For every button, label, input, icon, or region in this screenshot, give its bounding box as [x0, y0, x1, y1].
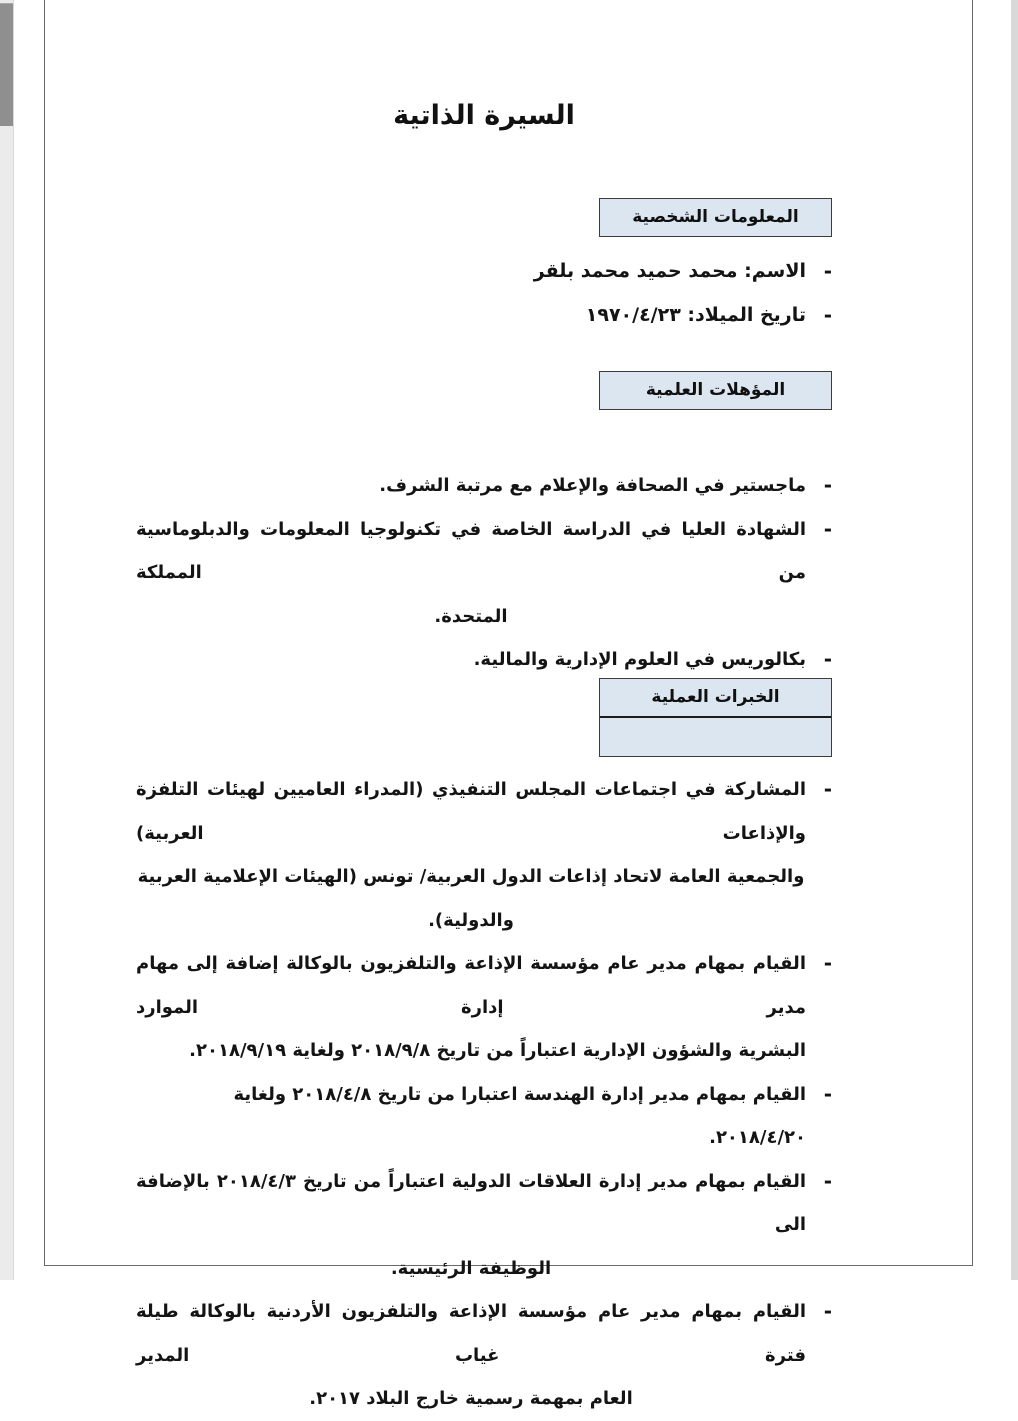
- bullet-item: [136, 942, 832, 1073]
- section-header-personal-info: [599, 198, 832, 237]
- bullet-text-line: البشرية والشؤون الإدارية اعتباراً من تاريخ ٢٠١٨/٩/٨ ولغاية ٢٠١٨/٩/١٩.: [189, 1040, 806, 1061]
- section-header-qualifications: [599, 371, 832, 410]
- bullet-item: [136, 464, 832, 508]
- bullet-item: [136, 1290, 832, 1421]
- bullet-dash-icon: -: [823, 1081, 832, 1106]
- bullet-item: [136, 1073, 832, 1160]
- bullet-dash-icon: -: [823, 259, 832, 283]
- bullet-text-line: الوظيفة الرئيسية.: [390, 1257, 552, 1279]
- section-title-personal-info: المعلومات الشخصية: [632, 207, 799, 227]
- cv-content: [136, 0, 832, 1409]
- bullet-dash-icon: -: [823, 473, 832, 497]
- section-title-work-experience: الخبرات العملية: [600, 679, 831, 718]
- bullet-text-line: بكالوريس في العلوم الإدارية والمالية.: [473, 649, 806, 670]
- section-header-work-experience: [599, 678, 832, 757]
- bullet-dash-icon: -: [823, 951, 832, 975]
- bullet-item: [136, 508, 832, 639]
- bullet-dash-icon: -: [823, 516, 832, 541]
- bullet-dash-icon: -: [823, 302, 832, 327]
- window-right-edge: [1011, 0, 1018, 1280]
- bullet-item: [136, 250, 832, 294]
- bullet-dash-icon: -: [823, 1168, 832, 1193]
- vertical-scrollbar-thumb[interactable]: [0, 3, 13, 126]
- bullet-dash-icon: -: [823, 1299, 832, 1323]
- page-title: السيرة الذاتية: [393, 100, 575, 131]
- bullet-text-line: الاسم: محمد حميد محمد بلقر: [533, 260, 806, 282]
- bullet-dash-icon: -: [823, 777, 832, 801]
- work-experience-list: [136, 768, 832, 1421]
- bullet-text-line: القيام بمهام مدير عام مؤسسة الإذاعة والتلفزيون الأردنية بالوكالة طيلة فترة غياب المدير: [136, 1301, 806, 1366]
- bullet-text-line: الشهادة العليا في الدراسة الخاصة في تكنولوجيا المعلومات والدبلوماسية من المملكة: [136, 518, 806, 583]
- bullet-text-line: المتحدة.: [434, 605, 508, 627]
- personal-info-list: [136, 250, 832, 337]
- bullet-text-line: تاريخ الميلاد: ١٩٧٠/٤/٢٣: [585, 303, 806, 326]
- bullet-item: [136, 1160, 832, 1291]
- bullet-text-line: العام بمهمة رسمية خارج البلاد ٢٠١٧.: [309, 1388, 633, 1409]
- section-title-qualifications: المؤهلات العلمية: [645, 380, 786, 400]
- bullet-item: [136, 638, 832, 682]
- bullet-text-line: القيام بمهام مدير إدارة العلاقات الدولية اعتباراً من تاريخ ٢٠١٨/٤/٣ بالإضافة الى: [136, 1170, 807, 1235]
- bullet-text-line: القيام بمهام مدير عام مؤسسة الإذاعة والتلفزيون بالوكالة إضافة إلى مهام مدير إدارة الموارد: [136, 953, 806, 1018]
- bullet-item: [136, 768, 832, 942]
- section-header-empty-row: [600, 718, 831, 756]
- bullet-text-line: والجمعية العامة لاتحاد إذاعات الدول العربية/ تونس (الهيئات الإعلامية العربية والدولية).: [137, 866, 805, 931]
- bullet-text-line: المشاركة في اجتماعات المجلس التنفيذي (المدراء العاميين لهيئات التلفزة والإذاعات العربية): [136, 779, 806, 844]
- vertical-scrollbar-track[interactable]: [0, 0, 14, 1280]
- bullet-dash-icon: -: [823, 647, 832, 671]
- bullet-text-line: ماجستير في الصحافة والإعلام مع مرتبة الشرف.: [379, 475, 806, 496]
- qualifications-list: [136, 464, 832, 682]
- bullet-text-line: القيام بمهام مدير إدارة الهندسة اعتبارا من تاريخ ٢٠١٨/٤/٨ ولغاية ٢٠١٨/٤/٢٠.: [233, 1083, 806, 1148]
- bullet-item: [136, 294, 832, 338]
